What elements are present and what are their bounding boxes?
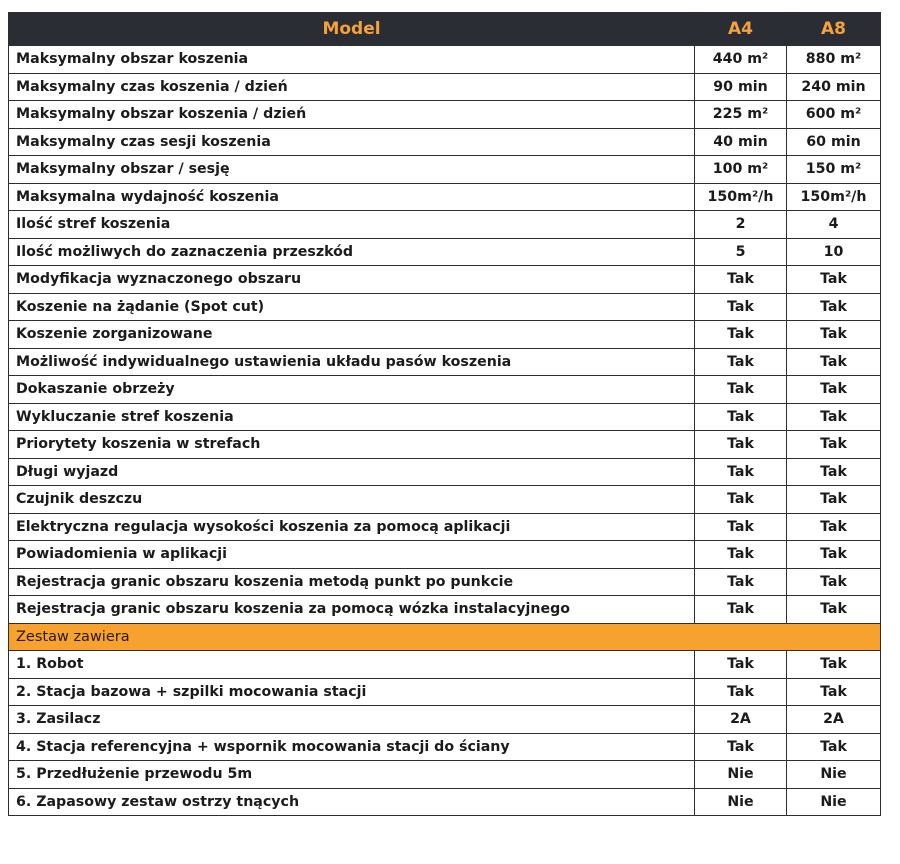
row-label: Rejestracja granic obszaru koszenia metodą punkt po punkcie [9,568,695,596]
table-row [9,651,881,679]
table-row [9,266,881,294]
value-a4: Tak [695,596,787,624]
table-header-row [9,13,881,46]
row-label: 5. Przedłużenie przewodu 5m [9,761,695,789]
value-a8: Tak [787,733,881,761]
row-label: Czujnik deszczu [9,486,695,514]
row-label: 6. Zapasowy zestaw ostrzy tnących [9,788,695,816]
row-label: Możliwość indywidualnego ustawienia układu pasów koszenia [9,348,695,376]
value-a4: 90 min [695,73,787,101]
table-row [9,73,881,101]
value-a4: 440 m² [695,46,787,74]
value-a8: Tak [787,266,881,294]
table-row [9,101,881,129]
row-label: Maksymalny obszar / sesję [9,156,695,184]
row-label: Długi wyjazd [9,458,695,486]
value-a8: Tak [787,678,881,706]
table-row [9,211,881,239]
table-row [9,431,881,459]
row-label: Rejestracja granic obszaru koszenia za pomocą wózka instalacyjnego [9,596,695,624]
table-row [9,348,881,376]
table-row [9,706,881,734]
table-row [9,183,881,211]
value-a8: Tak [787,486,881,514]
value-a8: Tak [787,651,881,679]
value-a8: Tak [787,431,881,459]
row-label: Ilość stref koszenia [9,211,695,239]
value-a4: Tak [695,321,787,349]
value-a8: Tak [787,403,881,431]
row-label: Maksymalna wydajność koszenia [9,183,695,211]
table-row [9,156,881,184]
value-a8: Tak [787,348,881,376]
value-a4: 225 m² [695,101,787,129]
table-body [9,46,881,816]
value-a4: 150m²/h [695,183,787,211]
value-a4: Tak [695,651,787,679]
value-a8: Nie [787,788,881,816]
table-row [9,46,881,74]
table-row [9,678,881,706]
value-a8: Tak [787,541,881,569]
value-a4: Tak [695,541,787,569]
table-row [9,788,881,816]
row-label: Maksymalny obszar koszenia / dzień [9,101,695,129]
value-a8: Tak [787,596,881,624]
value-a4: Tak [695,486,787,514]
table-row [9,568,881,596]
value-a4: 100 m² [695,156,787,184]
header-a8: A8 [787,13,881,46]
value-a8: Tak [787,513,881,541]
row-label: Dokaszanie obrzeży [9,376,695,404]
table-row [9,238,881,266]
row-label: Priorytety koszenia w strefach [9,431,695,459]
value-a8: 150 m² [787,156,881,184]
table-row [9,403,881,431]
row-label: Powiadomienia w aplikacji [9,541,695,569]
value-a4: Tak [695,293,787,321]
header-model: Model [9,13,695,46]
row-label: Ilość możliwych do zaznaczenia przeszkód [9,238,695,266]
kit-section-title: Zestaw zawiera [9,623,881,651]
value-a8: Tak [787,293,881,321]
table-row [9,376,881,404]
value-a8: 600 m² [787,101,881,129]
value-a4: 5 [695,238,787,266]
table-row [9,458,881,486]
row-label: 2. Stacja bazowa + szpilki mocowania stacji [9,678,695,706]
row-label: Maksymalny czas sesji koszenia [9,128,695,156]
row-label: 3. Zasilacz [9,706,695,734]
value-a4: Tak [695,376,787,404]
table-row [9,293,881,321]
row-label: Koszenie na żądanie (Spot cut) [9,293,695,321]
value-a4: Tak [695,678,787,706]
value-a4: Nie [695,761,787,789]
kit-section-row [9,623,881,651]
value-a8: 10 [787,238,881,266]
row-label: Maksymalny czas koszenia / dzień [9,73,695,101]
table-row [9,596,881,624]
table-row [9,541,881,569]
value-a4: Tak [695,458,787,486]
row-label: 4. Stacja referencyjna + wspornik mocowania stacji do ściany [9,733,695,761]
table-row [9,128,881,156]
value-a4: 2 [695,211,787,239]
value-a8: 880 m² [787,46,881,74]
row-label: Koszenie zorganizowane [9,321,695,349]
value-a4: 2A [695,706,787,734]
value-a8: 150m²/h [787,183,881,211]
value-a8: 240 min [787,73,881,101]
row-label: Wykluczanie stref koszenia [9,403,695,431]
value-a8: Nie [787,761,881,789]
value-a4: Tak [695,266,787,294]
row-label: Maksymalny obszar koszenia [9,46,695,74]
value-a8: Tak [787,321,881,349]
value-a4: Tak [695,403,787,431]
value-a4: Tak [695,348,787,376]
value-a8: Tak [787,458,881,486]
table-row [9,513,881,541]
row-label: Elektryczna regulacja wysokości koszenia za pomocą aplikacji [9,513,695,541]
value-a8: Tak [787,376,881,404]
header-a4: A4 [695,13,787,46]
table-row [9,761,881,789]
value-a8: Tak [787,568,881,596]
value-a4: Tak [695,733,787,761]
table-row [9,486,881,514]
table-row [9,733,881,761]
value-a8: 2A [787,706,881,734]
value-a4: Tak [695,513,787,541]
value-a4: Nie [695,788,787,816]
value-a4: 40 min [695,128,787,156]
comparison-table [8,12,881,816]
comparison-table-wrapper [8,12,880,816]
row-label: Modyfikacja wyznaczonego obszaru [9,266,695,294]
table-row [9,321,881,349]
value-a4: Tak [695,568,787,596]
value-a8: 60 min [787,128,881,156]
value-a4: Tak [695,431,787,459]
value-a8: 4 [787,211,881,239]
row-label: 1. Robot [9,651,695,679]
